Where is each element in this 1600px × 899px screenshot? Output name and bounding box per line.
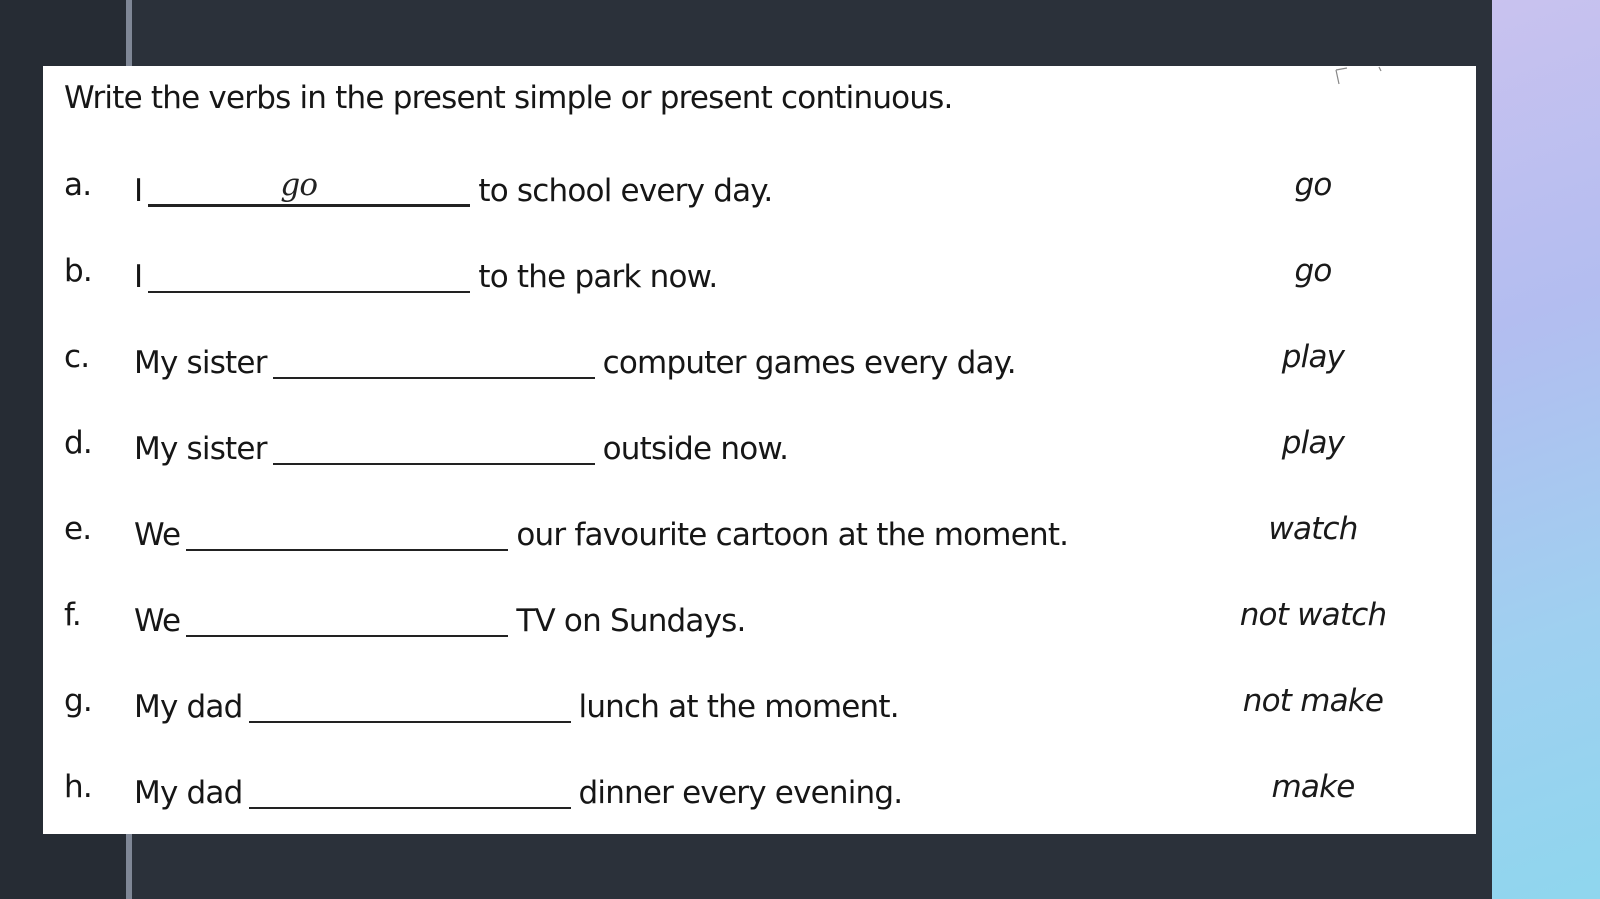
sentence-start: My dad <box>134 775 243 811</box>
item-letter: b. <box>64 253 92 289</box>
exercise-item-h <box>43 769 1476 819</box>
item-sentence <box>134 167 772 209</box>
sentence-end: dinner every evening. <box>578 775 903 811</box>
answer-blank[interactable] <box>186 597 508 631</box>
answer-blank[interactable] <box>249 769 571 803</box>
handwritten-answer: go <box>280 167 318 203</box>
exercise-item-d <box>43 425 1476 475</box>
sentence-end: outside now. <box>602 431 789 467</box>
exercise-item-e <box>43 511 1476 561</box>
item-sentence <box>134 253 717 295</box>
worksheet <box>43 66 1476 834</box>
exercise-item-c <box>43 339 1476 389</box>
sentence-end: to school every day. <box>478 173 773 209</box>
item-sentence <box>134 425 788 467</box>
answer-blank[interactable] <box>273 425 595 459</box>
exercise-item-g <box>43 683 1476 733</box>
exercise-item-b <box>43 253 1476 303</box>
item-sentence <box>134 683 899 725</box>
verb-prompt: not watch <box>1239 597 1387 633</box>
right-gradient-panel <box>1492 0 1600 899</box>
instruction-text: Write the verbs in the present simple or present continuous. <box>64 80 953 116</box>
item-letter: f. <box>64 597 81 633</box>
sentence-end: lunch at the moment. <box>578 689 899 725</box>
item-letter: e. <box>64 511 92 547</box>
sentence-start: We <box>134 517 181 553</box>
item-sentence <box>134 511 1068 553</box>
item-letter: c. <box>64 339 90 375</box>
item-sentence <box>134 597 746 639</box>
verb-prompt: play <box>1281 425 1345 461</box>
exercise-item-f <box>43 597 1476 647</box>
item-letter: h. <box>64 769 92 805</box>
item-sentence <box>134 339 1016 381</box>
item-letter: a. <box>64 167 92 203</box>
sentence-start: My sister <box>134 431 267 467</box>
verb-prompt: play <box>1281 339 1345 375</box>
answer-blank[interactable] <box>186 511 508 545</box>
answer-blank[interactable] <box>249 683 571 717</box>
sentence-end: to the park now. <box>478 259 718 295</box>
verb-prompt: go <box>1294 167 1332 203</box>
verb-prompt: not make <box>1242 683 1384 719</box>
answer-blank[interactable] <box>148 253 470 287</box>
sentence-start: We <box>134 603 181 639</box>
item-sentence <box>134 769 902 811</box>
sentence-start: I <box>134 173 143 209</box>
sentence-end: our favourite cartoon at the moment. <box>516 517 1069 553</box>
sentence-start: My dad <box>134 689 243 725</box>
pen-scribble-mark <box>1331 66 1391 86</box>
answer-blank[interactable] <box>148 167 470 201</box>
item-letter: g. <box>64 683 92 719</box>
exercise-item-a <box>43 167 1476 217</box>
verb-prompt: make <box>1271 769 1355 805</box>
answer-blank[interactable] <box>273 339 595 373</box>
verb-prompt: go <box>1294 253 1332 289</box>
sentence-start: My sister <box>134 345 267 381</box>
sentence-start: I <box>134 259 143 295</box>
sentence-end: TV on Sundays. <box>516 603 746 639</box>
item-letter: d. <box>64 425 92 461</box>
sentence-end: computer games every day. <box>602 345 1016 381</box>
verb-prompt: watch <box>1268 511 1358 547</box>
